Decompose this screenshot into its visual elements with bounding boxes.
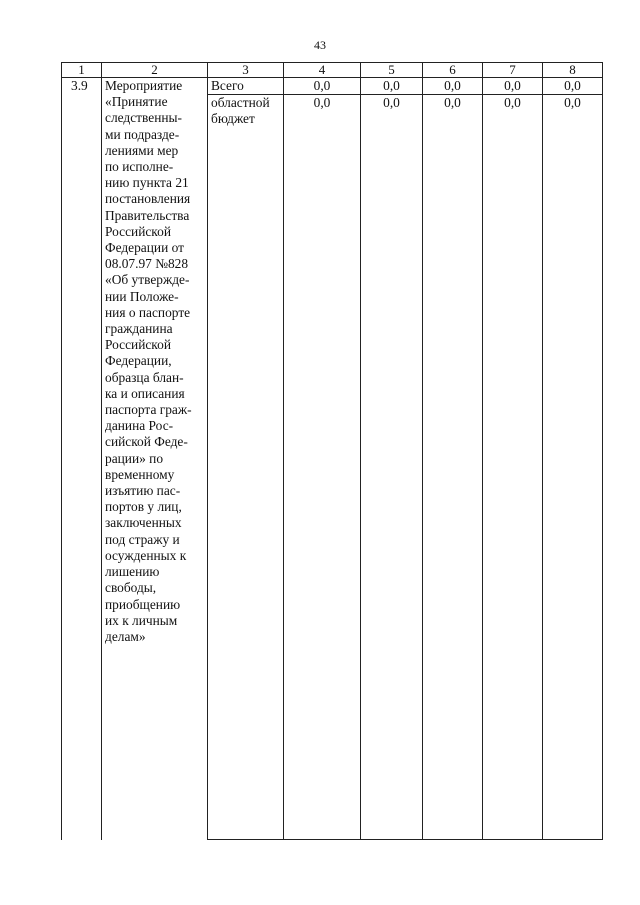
description-line: паспорта граж- (105, 402, 192, 418)
description-line: заключенных (105, 515, 182, 531)
column-header: 5 (361, 63, 423, 78)
value-cell: 0,0 (423, 95, 483, 840)
value-cell: 0,0 (423, 78, 483, 95)
description-line: их к личным (105, 612, 178, 628)
description-line: Федерации от (105, 240, 184, 256)
description-line: «Об утвержде- (105, 272, 190, 288)
description-line: Федерации, (105, 353, 172, 369)
description-line: лишению (105, 564, 160, 580)
value-cell: 0,0 (284, 95, 361, 840)
funding-source-line: бюджет (211, 111, 255, 127)
description-line: по исполне- (105, 159, 174, 175)
description-line: Российской (105, 223, 171, 239)
description-line: нии Положе- (105, 288, 179, 304)
description-line: ка и описания (105, 385, 185, 401)
value-cell: 0,0 (361, 78, 423, 95)
row-code: 3.9 (62, 78, 102, 840)
description-line: осужденных к (105, 547, 187, 563)
column-header: 2 (102, 63, 208, 78)
description-line: Российской (105, 337, 171, 353)
value-cell: 0,0 (483, 95, 543, 840)
funding-source-line: областной (211, 95, 270, 111)
description-line: постановления (105, 191, 191, 207)
description-line: Мероприятие (105, 78, 183, 93)
column-header: 1 (62, 63, 102, 78)
description-line: свободы, (105, 580, 157, 596)
description-line: лениями мер (105, 142, 179, 158)
value-cell: 0,0 (483, 78, 543, 95)
description-line: нию пункта 21 (105, 175, 189, 191)
column-numbers-row (62, 63, 603, 78)
description-line: временному (105, 466, 175, 482)
description-line: образца блан- (105, 369, 184, 385)
description-line: делам» (105, 628, 146, 644)
column-header: 8 (543, 63, 603, 78)
description-line: изъятию пас- (105, 483, 181, 499)
description-line: портов у лиц, (105, 499, 182, 515)
column-header: 4 (284, 63, 361, 78)
value-cell: 0,0 (543, 95, 603, 840)
page-number: 43 (314, 38, 326, 52)
column-header: 7 (483, 63, 543, 78)
measure-description (102, 78, 208, 840)
description-line: гражданина (105, 321, 173, 337)
description-line: ния о паспорте (105, 304, 191, 320)
column-header: 3 (208, 63, 284, 78)
funding-source (208, 95, 284, 840)
table-row (62, 78, 603, 95)
description-line: под стражу и (105, 531, 180, 547)
description-line: «Принятие (105, 94, 168, 110)
description-line: рации» по (105, 450, 164, 466)
description-line: Правительства (105, 207, 190, 223)
value-cell: 0,0 (361, 95, 423, 840)
value-cell: 0,0 (284, 78, 361, 95)
funding-source: Всего (208, 78, 284, 95)
description-line: данина Рос- (105, 418, 174, 434)
description-line: ми подразде- (105, 126, 180, 142)
description-line: следственны- (105, 110, 182, 126)
description-line: 08.07.97 №828 (105, 256, 189, 272)
value-cell: 0,0 (543, 78, 603, 95)
column-header: 6 (423, 63, 483, 78)
description-line: приобщению (105, 596, 181, 612)
description-line: сийской Феде- (105, 434, 188, 450)
budget-table (61, 62, 603, 840)
